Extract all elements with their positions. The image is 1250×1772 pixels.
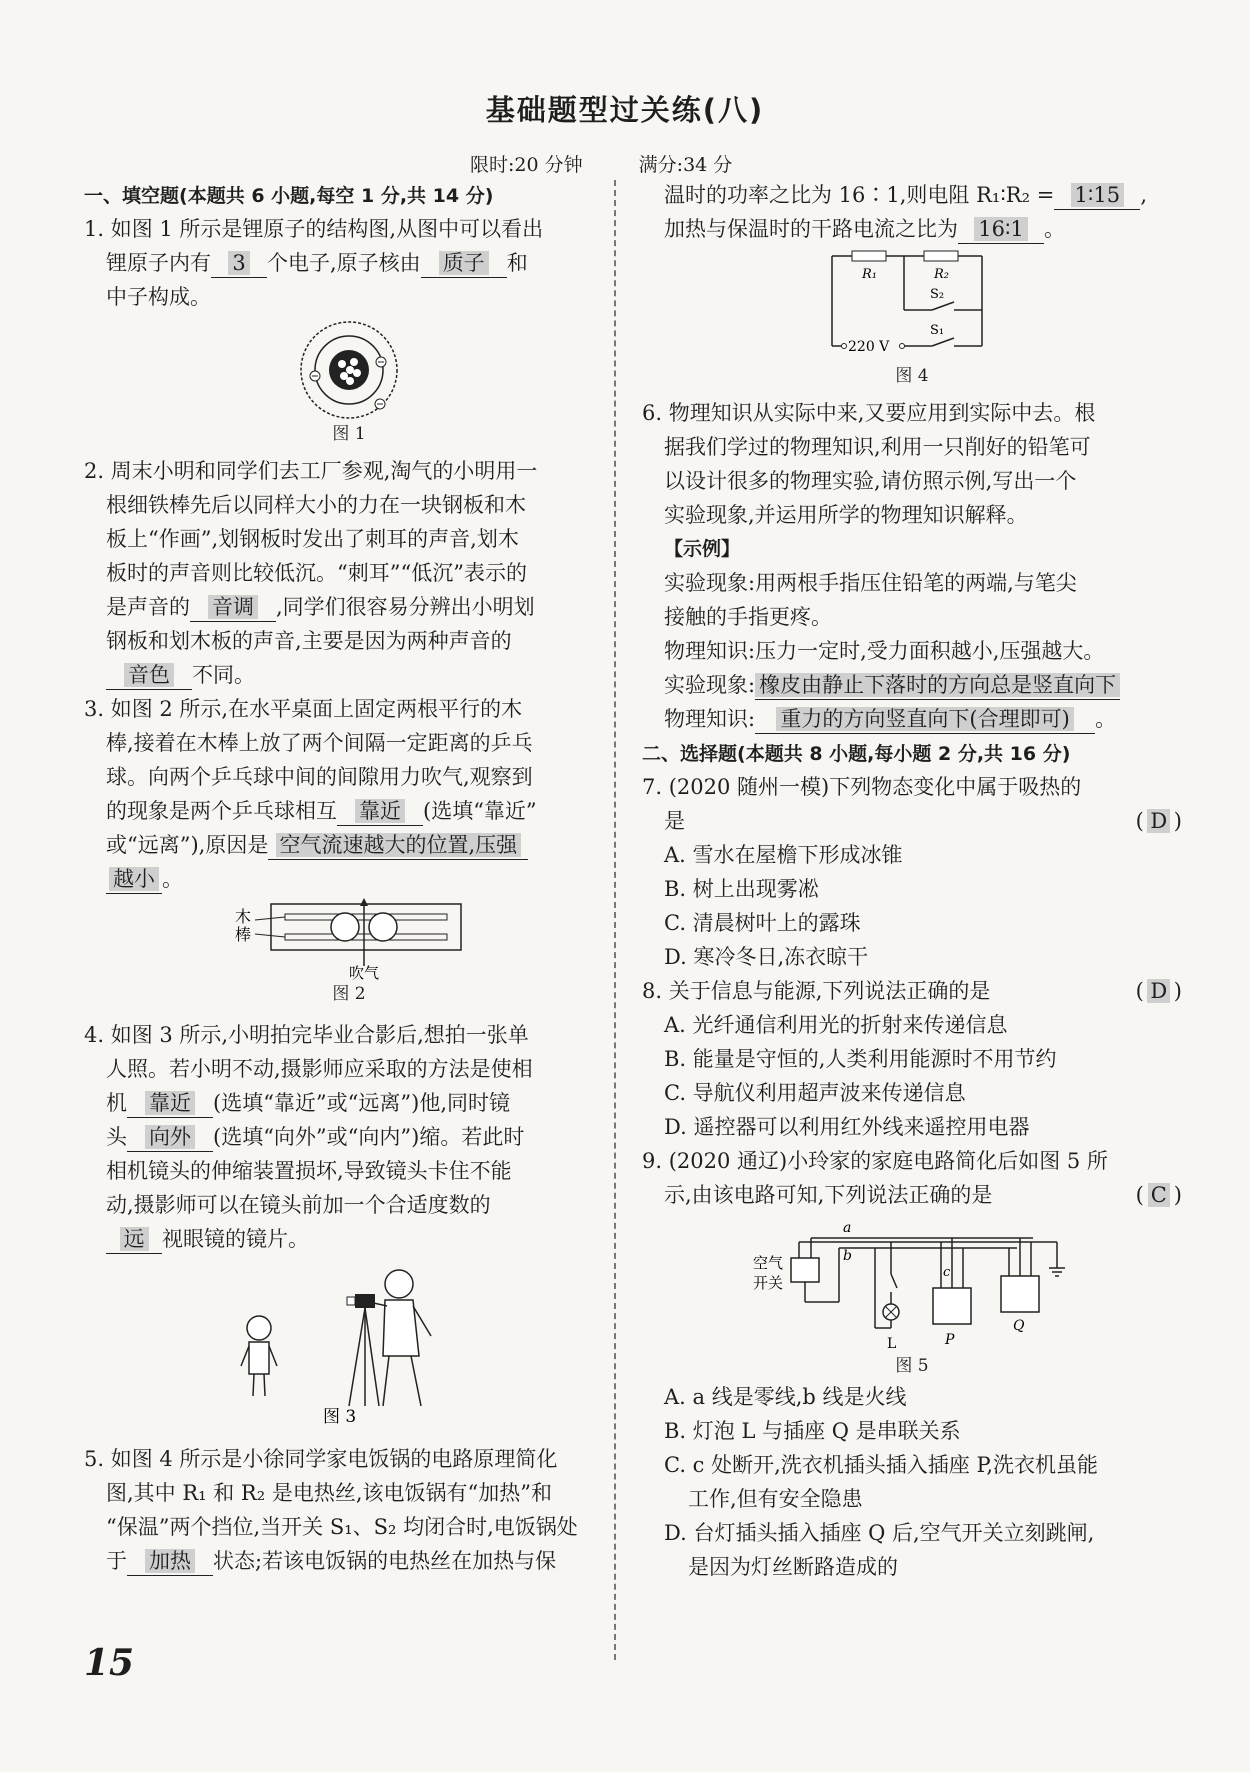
answer-blank: 靠近	[127, 1089, 213, 1118]
example-label: 【示例】	[664, 538, 741, 560]
answer-blank: 3	[211, 249, 267, 278]
answer-choice: C	[1148, 1183, 1170, 1207]
figure-1-caption: 图 1	[332, 424, 366, 444]
question-1: 1. 如图 1 所示是锂原子的结构图,从图中可以看出 锂原子内有 3 个电子,原子核由 质子 和 中子构成。 图 1	[84, 212, 614, 448]
svg-text:a: a	[843, 1220, 852, 1236]
right-column	[642, 178, 1182, 1584]
svg-text:L: L	[887, 1336, 897, 1352]
svg-text:Q: Q	[1013, 1318, 1025, 1334]
svg-text:R₁: R₁	[862, 267, 877, 282]
figure-3-photographer	[84, 1266, 614, 1426]
time-limit: 限时:20 分钟	[470, 154, 583, 176]
figure-3-caption: 图 3	[323, 1407, 357, 1426]
svg-text:R₂: R₂	[934, 267, 949, 282]
answer-blank: 越小	[106, 865, 162, 894]
answer-blank: 空气流速越大的位置,压强	[268, 831, 528, 860]
answer-choice: D	[1147, 809, 1170, 833]
question-8: 8. 关于信息与能源,下列说法正确的是 ( D ) A. 光纤通信利用光的折射来传递信息 B. 能量是守恒的,人类利用能源时不用节约 C. 导航仪利用超声波来传递信息 D. 遥控器可以利用红外线来遥控用电器	[642, 979, 1182, 1139]
figure-2-ping-pong	[84, 896, 614, 980]
question-6: 6. 物理知识从实际中来,又要应用到实际中去。根 据我们学过的物理知识,利用一只削好的铅笔可 以设计很多的物理实验,请仿照示例,写出一个 实验现象,并运用所学的物理知识解释。 【示例】 实验现象:用两根手指压住铅笔的两端,与笔尖 接触的手指更疼。 物理知识:压力一定时,受力面积越小,压强越大。 实验现象: 橡皮由静止下落时的方向总是竖直向下 物理知识: 重力的方向竖直向下(合理即可) 。	[642, 396, 1182, 736]
answer-blank: 远	[106, 1225, 162, 1254]
svg-text:开关: 开关	[753, 1274, 784, 1292]
svg-text:空气: 空气	[753, 1254, 784, 1272]
figure-1-atom	[84, 320, 614, 420]
svg-text:S₁: S₁	[930, 323, 945, 338]
question-5-start: 5. 如图 4 所示是小徐同学家电饭锅的电路原理简化 图,其中 R₁ 和 R₂ 是电热丝,该电饭锅有“加热”和 “保温”两个挡位,当开关 S₁、S₂ 均闭合时,电饭锅处 于 加热 状态;若该电饭锅的电热丝在加热与保	[84, 1442, 614, 1578]
section-1-heading: 一、填空题(本题共 6 小题,每空 1 分,共 14 分)	[84, 185, 494, 207]
section-2-heading: 二、选择题(本题共 8 小题,每小题 2 分,共 16 分)	[642, 743, 1071, 765]
answer-blank: 1∶15	[1054, 181, 1140, 210]
answer-blank: 靠近	[337, 797, 423, 826]
question-7: 7. (2020 随州一模)下列物态变化中属于吸热的 是 ( D ) A. 雪水在屋檐下形成冰锥 B. 树上出现雾凇 C. 清晨树叶上的露珠 D. 寒冷冬日,冻衣晾干	[642, 775, 1182, 969]
time-score-info	[470, 150, 782, 177]
svg-text:棒: 棒	[235, 925, 252, 944]
answer-blank: 音色	[106, 661, 192, 690]
svg-text:220 V: 220 V	[848, 339, 890, 355]
left-column	[84, 178, 614, 1578]
question-3: 3. 如图 2 所示,在水平桌面上固定两根平行的木 棒,接着在木棒上放了两个间隔一定距离的乒乓 球。向两个乒乓球中间的间隙用力吹气,观察到 的现象是两个乒乓球相互 靠近 (选填“靠近” 或“远离”),原因是 空气流速越大的位置,压强 越小 。 木 棒 吹气 图 2	[84, 692, 614, 1008]
answer-blank: 重力的方向竖直向下(合理即可)	[755, 705, 1095, 734]
full-score: 满分:34 分	[638, 154, 733, 176]
svg-text:b: b	[843, 1248, 852, 1264]
answer-blank: 质子	[421, 249, 507, 278]
svg-text:c: c	[943, 1265, 951, 1280]
svg-text:吹气: 吹气	[349, 964, 380, 980]
svg-text:P: P	[945, 1332, 955, 1348]
question-2: 2. 周末小明和同学们去工厂参观,淘气的小明用一 根细铁棒先后以同样大小的力在一块钢板和木 板上“作画”,划钢板时发出了刺耳的声音,划木 板时的声音则比较低沉。“刺耳”“低沉”表示的 是声音的 音调 ,同学们很容易分辨出小明划 钢板和划木板的声音,主要是因为两种声音的 音色 不同。	[84, 454, 614, 692]
figure-4-rice-cooker-circuit	[642, 246, 1182, 362]
svg-text:S₂: S₂	[930, 287, 945, 302]
column-divider	[614, 180, 616, 1660]
answer-blank: 加热	[127, 1547, 213, 1576]
answer-blank: 向外	[127, 1123, 213, 1152]
figure-5-home-circuit	[642, 1218, 1182, 1352]
answer-blank: 音调	[190, 593, 276, 622]
page-title: 基础题型过关练(八)	[485, 93, 765, 127]
question-5-continued: 温时的功率之比为 16∶1,则电阻 R₁∶R₂ = 1∶15 , 加热与保温时的干路电流之比为 16∶1 。 R₁ R₂ S₂ 220 V S₁ 图 4	[642, 178, 1182, 390]
question-9: 9. (2020 通辽)小玲家的家庭电路简化后如图 5 所 示,由该电路可知,下列说法正确的是 ( C ) a b 空气 开关 L c P Q 图 5 A. a 线是零线,b 线是火线 B. 灯泡 L 与插座 Q 是串联关系 C. c 处断开,洗衣机插头插入插座 P,洗衣机虽能 工作,但有安全隐患 D. 台灯插头插入插座 Q 后,空气开关立刻跳闸, 是因为灯丝断路造成的	[642, 1149, 1182, 1579]
answer-blank: 橡皮由静止下落时的方向总是竖直向下	[755, 671, 1120, 700]
page-number: 15	[84, 1642, 135, 1684]
figure-4-caption: 图 4	[895, 366, 929, 386]
svg-text:木: 木	[235, 907, 252, 926]
question-4: 4. 如图 3 所示,小明拍完毕业合影后,想拍一张单 人照。若小明不动,摄影师应采取的方法是使相 机 靠近 (选填“靠近”或“远离”)他,同时镜 头 向外 (选填“向外”或“向内”)缩。若此时 相机镜头的伸缩装置损坏,导致镜头卡住不能 动,摄影师可以在镜头前加一个合适度数的 远 视眼镜的镜片。 图 3	[84, 1018, 614, 1426]
answer-choice: D	[1147, 979, 1170, 1003]
answer-blank: 16∶1	[958, 215, 1044, 244]
figure-5-caption: 图 5	[895, 1356, 929, 1376]
figure-2-caption: 图 2	[332, 984, 366, 1004]
